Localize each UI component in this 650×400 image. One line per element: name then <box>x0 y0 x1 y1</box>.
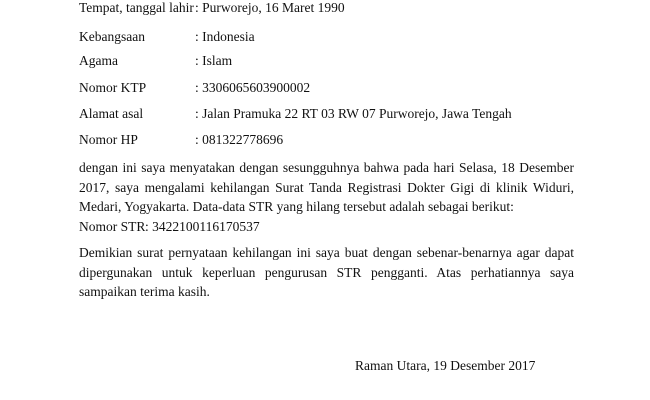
field-separator: : <box>195 29 199 44</box>
field-nationality <box>79 29 255 45</box>
field-str <box>79 219 260 235</box>
field-value: Indonesia <box>202 29 255 44</box>
field-address <box>79 106 512 122</box>
closing-paragraph: Demikian surat pernyataan kehilangan ini saya buat dengan sebenar-benarnya agar dapat dipergunakan untuk keperluan pengurusan STR pengganti. Atas perhatiannya saya sampaikan terima kasih. <box>79 245 574 299</box>
field-label: Agama <box>79 53 118 68</box>
field-label: Nomor HP <box>79 132 138 147</box>
field-separator: : <box>195 132 199 147</box>
field-religion <box>79 53 232 69</box>
field-label: Alamat asal <box>79 106 144 121</box>
field-label: Kebangsaan <box>79 29 145 44</box>
field-separator: : <box>195 53 199 68</box>
field-separator: : <box>195 80 199 95</box>
field-value: Jalan Pramuka 22 RT 03 RW 07 Purworejo, Jawa Tengah <box>202 106 512 121</box>
field-value: Islam <box>202 53 233 68</box>
place-date-signoff: Raman Utara, 19 Desember 2017 <box>355 358 536 373</box>
field-birth <box>79 0 345 16</box>
field-phone <box>79 132 283 148</box>
field-separator: : <box>195 106 199 121</box>
field-value: 081322778696 <box>202 132 284 147</box>
field-separator: : <box>195 0 199 15</box>
field-value: Purworejo, 16 Maret 1990 <box>202 0 345 15</box>
str-value: 3422100116170537 <box>152 219 260 234</box>
field-ktp <box>79 80 310 96</box>
field-separator: : <box>145 219 149 234</box>
field-label: Nomor KTP <box>79 80 147 95</box>
statement-paragraph: dengan ini saya menyatakan dengan sesungguhnya bahwa pada hari Selasa, 18 Desember 2017, saya mengalami kehilangan Surat Tanda Registrasi Dokter Gigi di klinik Widuri, Medari, Yogyakarta. Data-data STR yang hilang tersebut adalah sebagai berikut: <box>79 160 574 214</box>
str-label: Nomor STR <box>79 219 146 234</box>
field-label: Tempat, tanggal lahir <box>79 0 194 15</box>
field-value: 3306065603900002 <box>202 80 311 95</box>
